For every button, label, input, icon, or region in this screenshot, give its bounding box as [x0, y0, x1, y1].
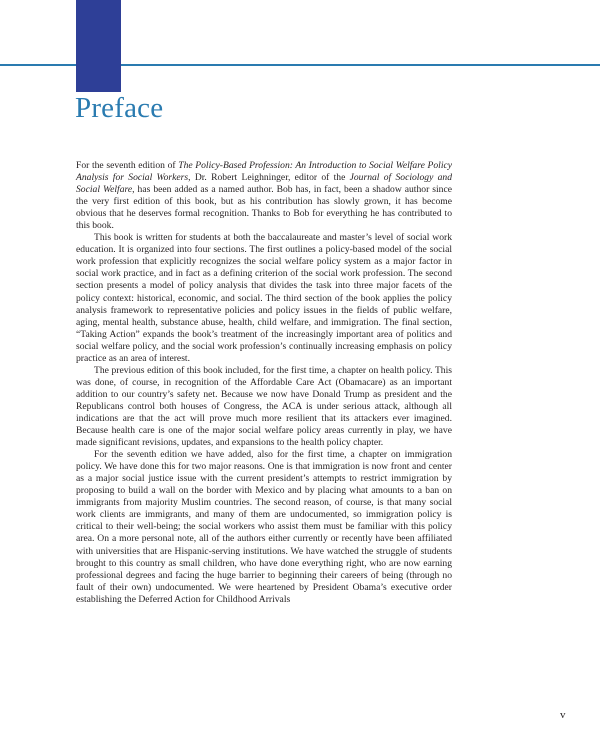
paragraph-2: This book is written for students at both the baccalaureate and master’s level of social work education. It is organized into four sections. The first outlines a policy-based model of the social work profession that explicitly recognizes the social welfare policy system as a major factor in social work practice, and in fact as a defining criterion of the social work profession. The second section presents a model of policy analysis that divides the task into three major facets of the policy context: historical, economic, and social. The third section of the book applies the policy analysis framework to representative policies and policy issues in the fields of public welfare, aging, mental health, substance abuse, health, child welfare, and immigration. The final section, “Taking Action” expands the book’s treatment of the increasingly important area of politics and social welfare policy, and the social work profession’s continually increasing emphasis on policy practice as an area of interest.: [76, 232, 452, 364]
book-title: The Policy-Based Profession: An Introduction to Social Welfare Policy Analysis for Social Workers: [76, 160, 452, 184]
p1-intro: For the seventh edition of: [76, 160, 179, 171]
paragraph-1: [76, 160, 452, 232]
page-number: v: [560, 709, 566, 721]
chapter-title: Preface: [75, 92, 164, 124]
p1-mid: , Dr. Robert Leighninger, editor of the: [188, 172, 350, 184]
paragraph-3: The previous edition of this book included, for the first time, a chapter on health policy. This was done, of course, in recognition of the Affordable Care Act (Obamacare) as an important addition to our country’s safety net. Because we now have Donald Trump as president and the Republicans control both houses of Congress, the ACA is under serious attack, although all indications are that the act will prove much more resilient that its attackers ever imagined. Because health care is one of the major social welfare policy areas currently in play, we have made significant revisions, updates, and expansions to the health policy chapter.: [76, 364, 452, 449]
journal-title: Journal of Sociology and Social Welfare: [76, 172, 452, 196]
paragraph-4: For the seventh edition we have added, also for the first time, a chapter on immigration policy. We have done this for two major reasons. One is that immigration is now front and center as a major social justice issue with the current president’s attempts to restrict immigration by proposing to build a wall on the border with Mexico and by placing what amounts to a ban on immigrants from majority Muslim countries. The second reason, of course, is that many social work clients are immigrants, and many of them are undocumented, so immigration policy is critical to their well-being; the social workers who assist them must be familiar with this policy area. On a more personal note, all of the authors either currently or recently have been affiliated with universities that are Hispanic-serving institutions. We have watched the struggle of students brought to this country as small children, who have done everything right, who are now earning professional degrees and facing the huge barrier to beginning their careers of being (through no fault of their own) undocumented. We were heartened by President Obama’s executive order establishing the Deferred Action for Childhood Arrivals: [76, 449, 452, 605]
p1-rest: , has been added as a named author. Bob has, in fact, been a shadow author since the very first edition of this book, but as his contribution has slowly grown, it has become obvious that he deserves formal recognition. Thanks to Bob for everything he has contributed to this book.: [76, 184, 452, 232]
header-color-block: [76, 0, 121, 92]
body-text: [76, 160, 452, 606]
